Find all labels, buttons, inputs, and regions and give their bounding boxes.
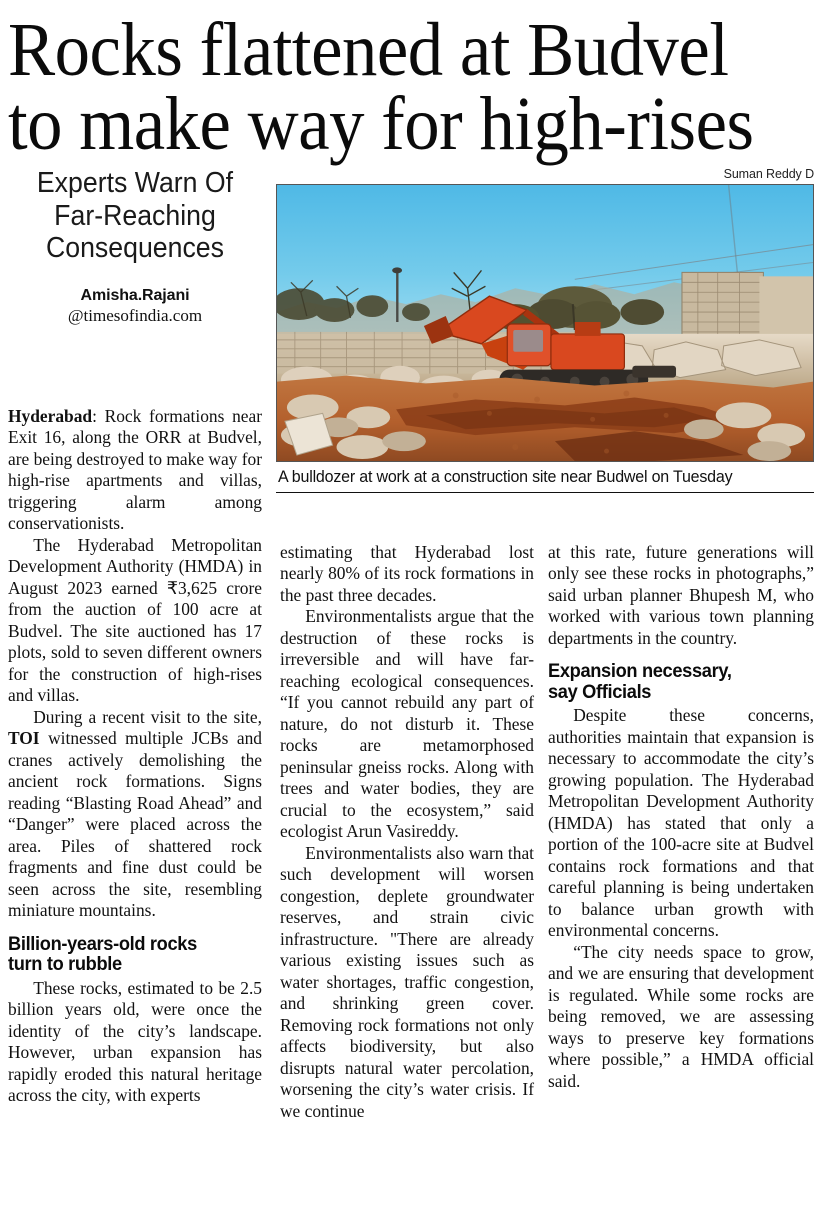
deck-line-2: Far-Reaching bbox=[54, 199, 216, 232]
paragraph: Despite these concerns, authorities maintain that expansion is necessary to accommodate the city’s growing population. The Hyderabad Metropolitan Development Authority (HMDA) has stated that only a portion of the 100-acre site at Budvel contains rock formations and that careful planning is being undertaken to balance urban growth with environmental concerns. bbox=[548, 705, 814, 941]
subhead-line-2: say Officials bbox=[548, 681, 652, 703]
article-column-3 bbox=[544, 406, 814, 1225]
article-body bbox=[8, 406, 814, 1225]
paragraph: Environmentalists argue that the destruction of these rocks is irreversible and will have far-reaching ecological consequences. “If you cannot rebuild any part of nature, do not disturb it. These rocks are metamorphosed peninsular gneiss rocks. Along with trees and water bodies, they are crucial to the ecosystem,” said ecologist Arun Vasireddy. bbox=[280, 606, 534, 842]
subhead-line-1: Expansion necessary, bbox=[548, 661, 732, 683]
deck-line-1: Experts Warn Of bbox=[36, 167, 234, 200]
headline-line-1: Rocks flattened at Budvel bbox=[8, 8, 729, 92]
section-subhead-rubble bbox=[8, 935, 252, 976]
byline bbox=[8, 287, 262, 326]
paragraph-text-b: crore from the auction of 100 acre at Budvel. The site auctioned has 17 plots, sold to seven different owners for the construction of high-rises and villas. bbox=[8, 577, 262, 706]
deck-column bbox=[8, 167, 276, 325]
article-column-1 bbox=[8, 406, 276, 1225]
deck-line-3: Consequences bbox=[45, 232, 224, 265]
dateline: Hyderabad bbox=[8, 406, 93, 426]
paragraph-lead bbox=[8, 406, 262, 535]
paragraph: “The city needs space to grow, and we are ensuring that development is regulated. While some rocks are being removed, we are assessing ways to preserve key formations where possible,” a HMDA official said. bbox=[548, 941, 814, 1091]
article-column-2 bbox=[276, 406, 544, 1225]
headline-line-2: to make way for high-rises bbox=[8, 81, 754, 166]
paragraph-text-a: During a recent visit to the site, bbox=[33, 706, 262, 727]
paragraph bbox=[8, 707, 262, 922]
subhead-line-1: Billion-years-old rocks bbox=[8, 933, 197, 955]
paragraph-continued: estimating that Hyderabad lost nearly 80% of its rock formations in the past three decades. bbox=[280, 542, 534, 605]
paragraph: Environmentalists also warn that such development will worsen congestion, deplete groundwater reserves, and strain civic infrastructure. "There are already various existing issues such as water shortages, traffic congestion, and shrinking green cover. Removing rock formations not only affects biodiversity, but also disrupts natural water percolation, worsening the city’s water crisis. If we continue bbox=[280, 842, 534, 1121]
section-subhead-expansion bbox=[548, 662, 803, 703]
paragraph-text-b: witnessed multiple JCBs and cranes actively demolishing the ancient rock formations. Signs reading “Blasting Road Ahead” and “Danger” were placed across the area. Piles of shattered rock fragments and fine dust could be seen across the site, resembling miniature mountains. bbox=[8, 728, 262, 921]
paragraph-lead-text: : Rock formations near Exit 16, along the ORR at Budvel, are being destroyed to make way for high-rise apartments and villas, triggering alarm among conservationists. bbox=[8, 406, 262, 534]
page-title bbox=[8, 0, 758, 166]
paragraph-continued: at this rate, future generations will only see these rocks in photographs,” said urban planner Bhupesh M, who worked with various town planning departments in the country. bbox=[548, 542, 814, 648]
toi-mention: TOI bbox=[8, 728, 40, 749]
paragraph: These rocks, estimated to be 2.5 billion years old, were once the identity of the city’s landscape. However, urban expansion has rapidly eroded this natural heritage across the city, with experts bbox=[8, 977, 262, 1106]
photo-credit: Suman Reddy D bbox=[723, 167, 814, 182]
auction-amount: ₹3,625 bbox=[166, 577, 218, 598]
photo-caption: A bulldozer at work at a construction site near Budwel on Tuesday bbox=[277, 468, 733, 487]
subhead-line-2: turn to rubble bbox=[8, 954, 122, 976]
article-deck bbox=[18, 167, 252, 264]
paragraph bbox=[8, 535, 262, 707]
byline-author: Amisha.Rajani bbox=[80, 286, 190, 304]
byline-handle: @timesofindia.com bbox=[67, 305, 203, 325]
paragraph-text-a: The Hyderabad Metropolitan Development Authority (HMDA) in August 2023 earned bbox=[8, 534, 262, 598]
